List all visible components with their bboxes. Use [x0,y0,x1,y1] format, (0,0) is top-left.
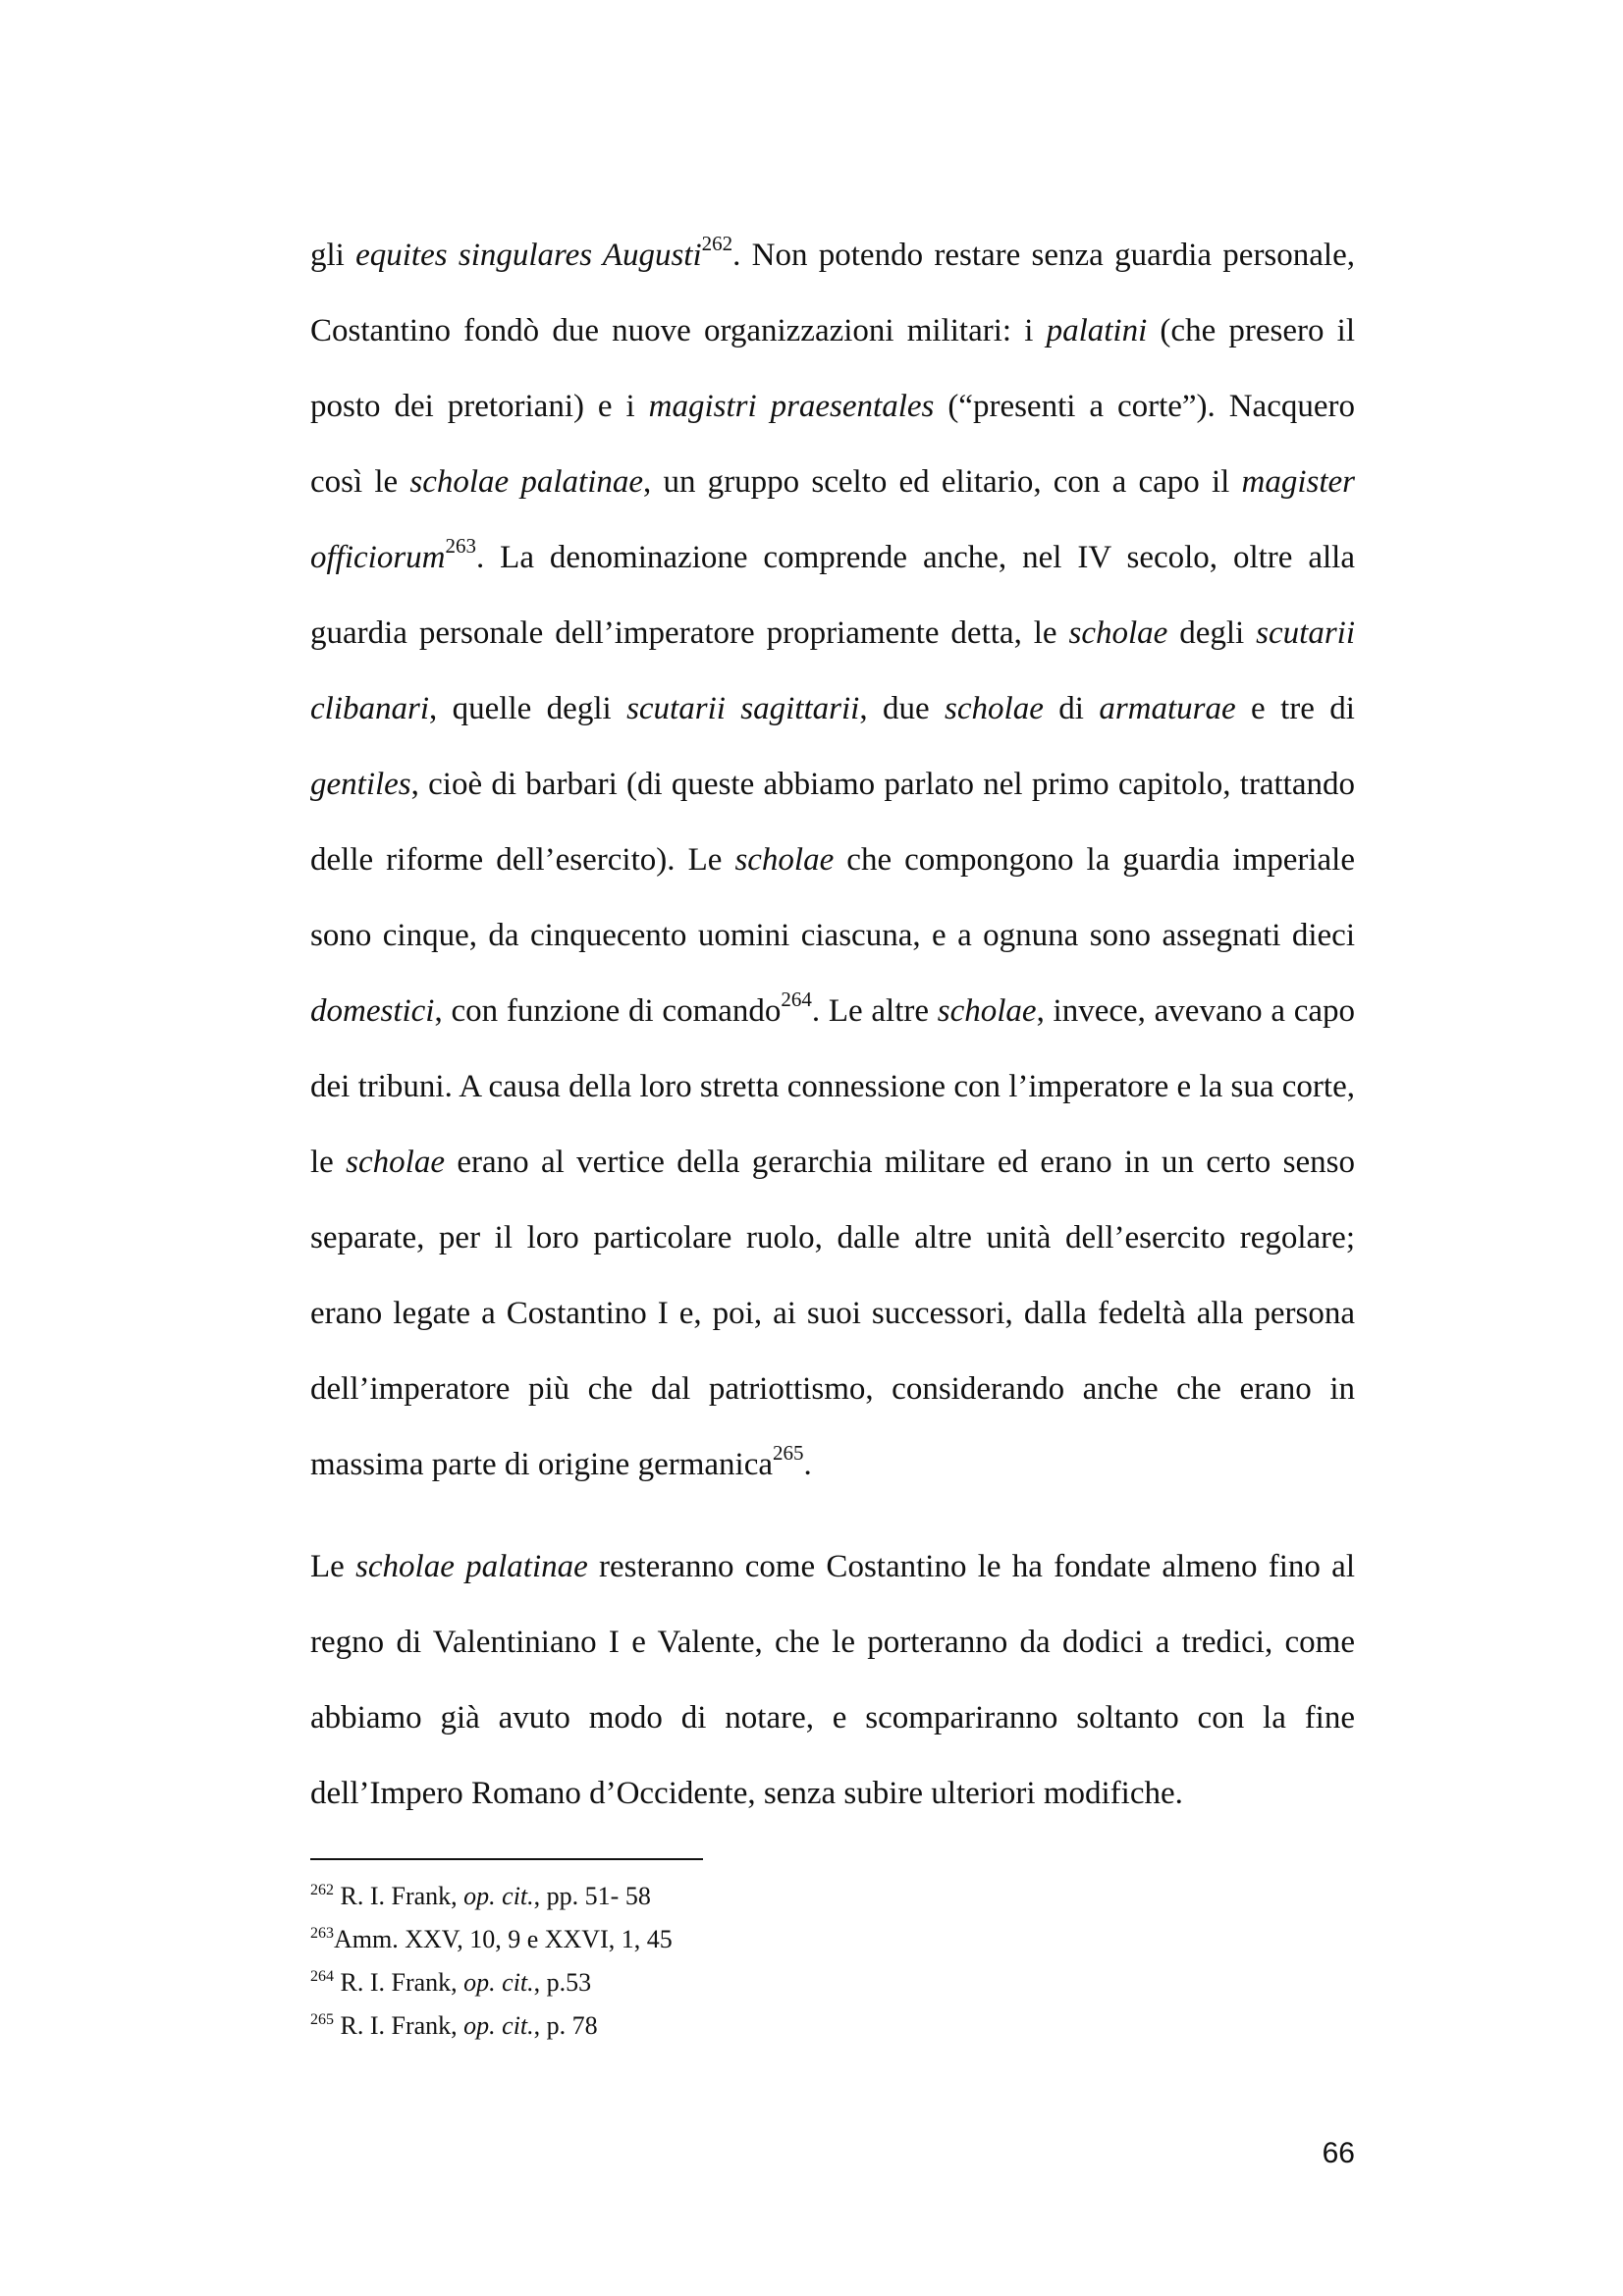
text-run: , quelle degli [429,691,627,726]
footnote-text: R. I. Frank, [334,2011,464,2040]
italic-run: palatini [1046,313,1148,348]
text-run: , cioè di barbari (di queste abbiamo parlato nel primo capitolo, trattando delle riforme dell’esercito). Le [310,767,1355,878]
text-run: (“presenti a corte”). Nacquero così le [310,389,1355,500]
text-run: resteranno come Costantino le ha fondate almeno fino al regno di Valentiniano I e Valente, che le porteranno da dodici a tredici, come abbiamo già avuto modo di notare, e scompariranno soltanto con la fine dell’Impero Romano d’Occidente, senza subire ulteriori modifiche. [310,1549,1355,1811]
paragraph-2 [310,1529,1355,1832]
italic-run: scholae [937,993,1037,1029]
footnotes [310,1875,1292,2048]
italic-run: scholae palatinae [355,1549,588,1584]
text-run: (che presero il posto dei pretoriani) e i [310,313,1355,424]
footnote-text: R. I. Frank, [334,1882,464,1910]
text-run: . Non potendo restare senza guardia personale, Costantino fondò due nuove organizzazioni militari: i [310,238,1355,348]
italic-run: scholae [945,691,1044,726]
text-run: . [803,1447,812,1482]
italic-run: scutarii sagittarii [626,691,860,726]
text-run: che compongono la guardia imperiale sono cinque, da cinquecento uomini ciascuna, e a ognuna sono assegnati dieci [310,842,1355,953]
italic-run: gentiles [310,767,411,802]
footnote-263 [310,1918,1292,1961]
footnote-number: 265 [310,2011,334,2028]
footnote-ref-262[interactable]: 262 [701,232,733,255]
footnote-ref-264[interactable]: 264 [781,988,812,1011]
italic-run: domestici [310,993,435,1029]
text-run: . Le altre [811,993,938,1029]
text-run: , con funzione di comando [434,993,782,1029]
footnote-italic: op. cit. [463,1882,534,1910]
text-run: . La denominazione comprende anche, nel IV secolo, oltre alla guardia personale dell’imperatore propriamente detta, le [310,540,1355,651]
italic-run: equites singulares Augusti [355,238,702,273]
footnote-264 [310,1961,1292,2004]
text-run: Le [310,1549,356,1584]
footnote-text: , p. 78 [533,2011,598,2040]
footnote-265 [310,2004,1292,2048]
footnote-separator [310,1858,703,1860]
italic-run: scholae [1068,615,1168,651]
footnote-number: 262 [310,1882,334,1898]
italic-run: scholae [734,842,835,878]
footnote-number: 263 [310,1925,334,1942]
footnote-text: R. I. Frank, [334,1968,464,1997]
text-run: , un gruppo scelto ed elitario, con a capo il [643,464,1242,500]
footnote-number: 264 [310,1968,334,1985]
footnote-text: , pp. 51- 58 [533,1882,651,1910]
footnote-italic: op. cit. [463,2011,534,2040]
text-run: erano al vertice della gerarchia militare ed erano in un certo senso separate, per il loro particolare ruolo, dalle altre unità dell’esercito regolare; erano legate a Costantino I e, poi, ai suoi successori, dalla fedeltà alla persona dell’imperatore più che dal patriottismo, considerando anche che erano in massima parte di origine germanica [310,1145,1355,1482]
footnote-text: Amm. XXV, 10, 9 e XXVI, 1, 45 [334,1925,673,1953]
italic-run: magistri praesentales [648,389,935,424]
main-text [310,218,1355,1832]
footnote-text: , p.53 [533,1968,592,1997]
italic-run: armaturae [1099,691,1236,726]
page-number: 66 [1322,2137,1355,2169]
paragraph-1 [310,218,1355,1503]
text-run: e tre di [1235,691,1355,726]
footnote-italic: op. cit. [463,1968,534,1997]
italic-run: scholae [346,1145,445,1180]
italic-run: magister officiorum [310,464,1355,575]
footnote-ref-265[interactable]: 265 [773,1441,804,1465]
footnote-262 [310,1875,1292,1918]
text-run: gli [310,238,356,273]
italic-run: scholae palatinae [409,464,644,500]
footnote-ref-263[interactable]: 263 [445,534,476,558]
text-run: , due [859,691,946,726]
text-run: , invece, avevano a capo dei tribuni. A causa della loro stretta connessione con l’imperatore e la sua corte, le [310,993,1355,1180]
text-run: di [1043,691,1100,726]
italic-run: scutarii clibanari [310,615,1355,726]
text-run: degli [1167,615,1257,651]
